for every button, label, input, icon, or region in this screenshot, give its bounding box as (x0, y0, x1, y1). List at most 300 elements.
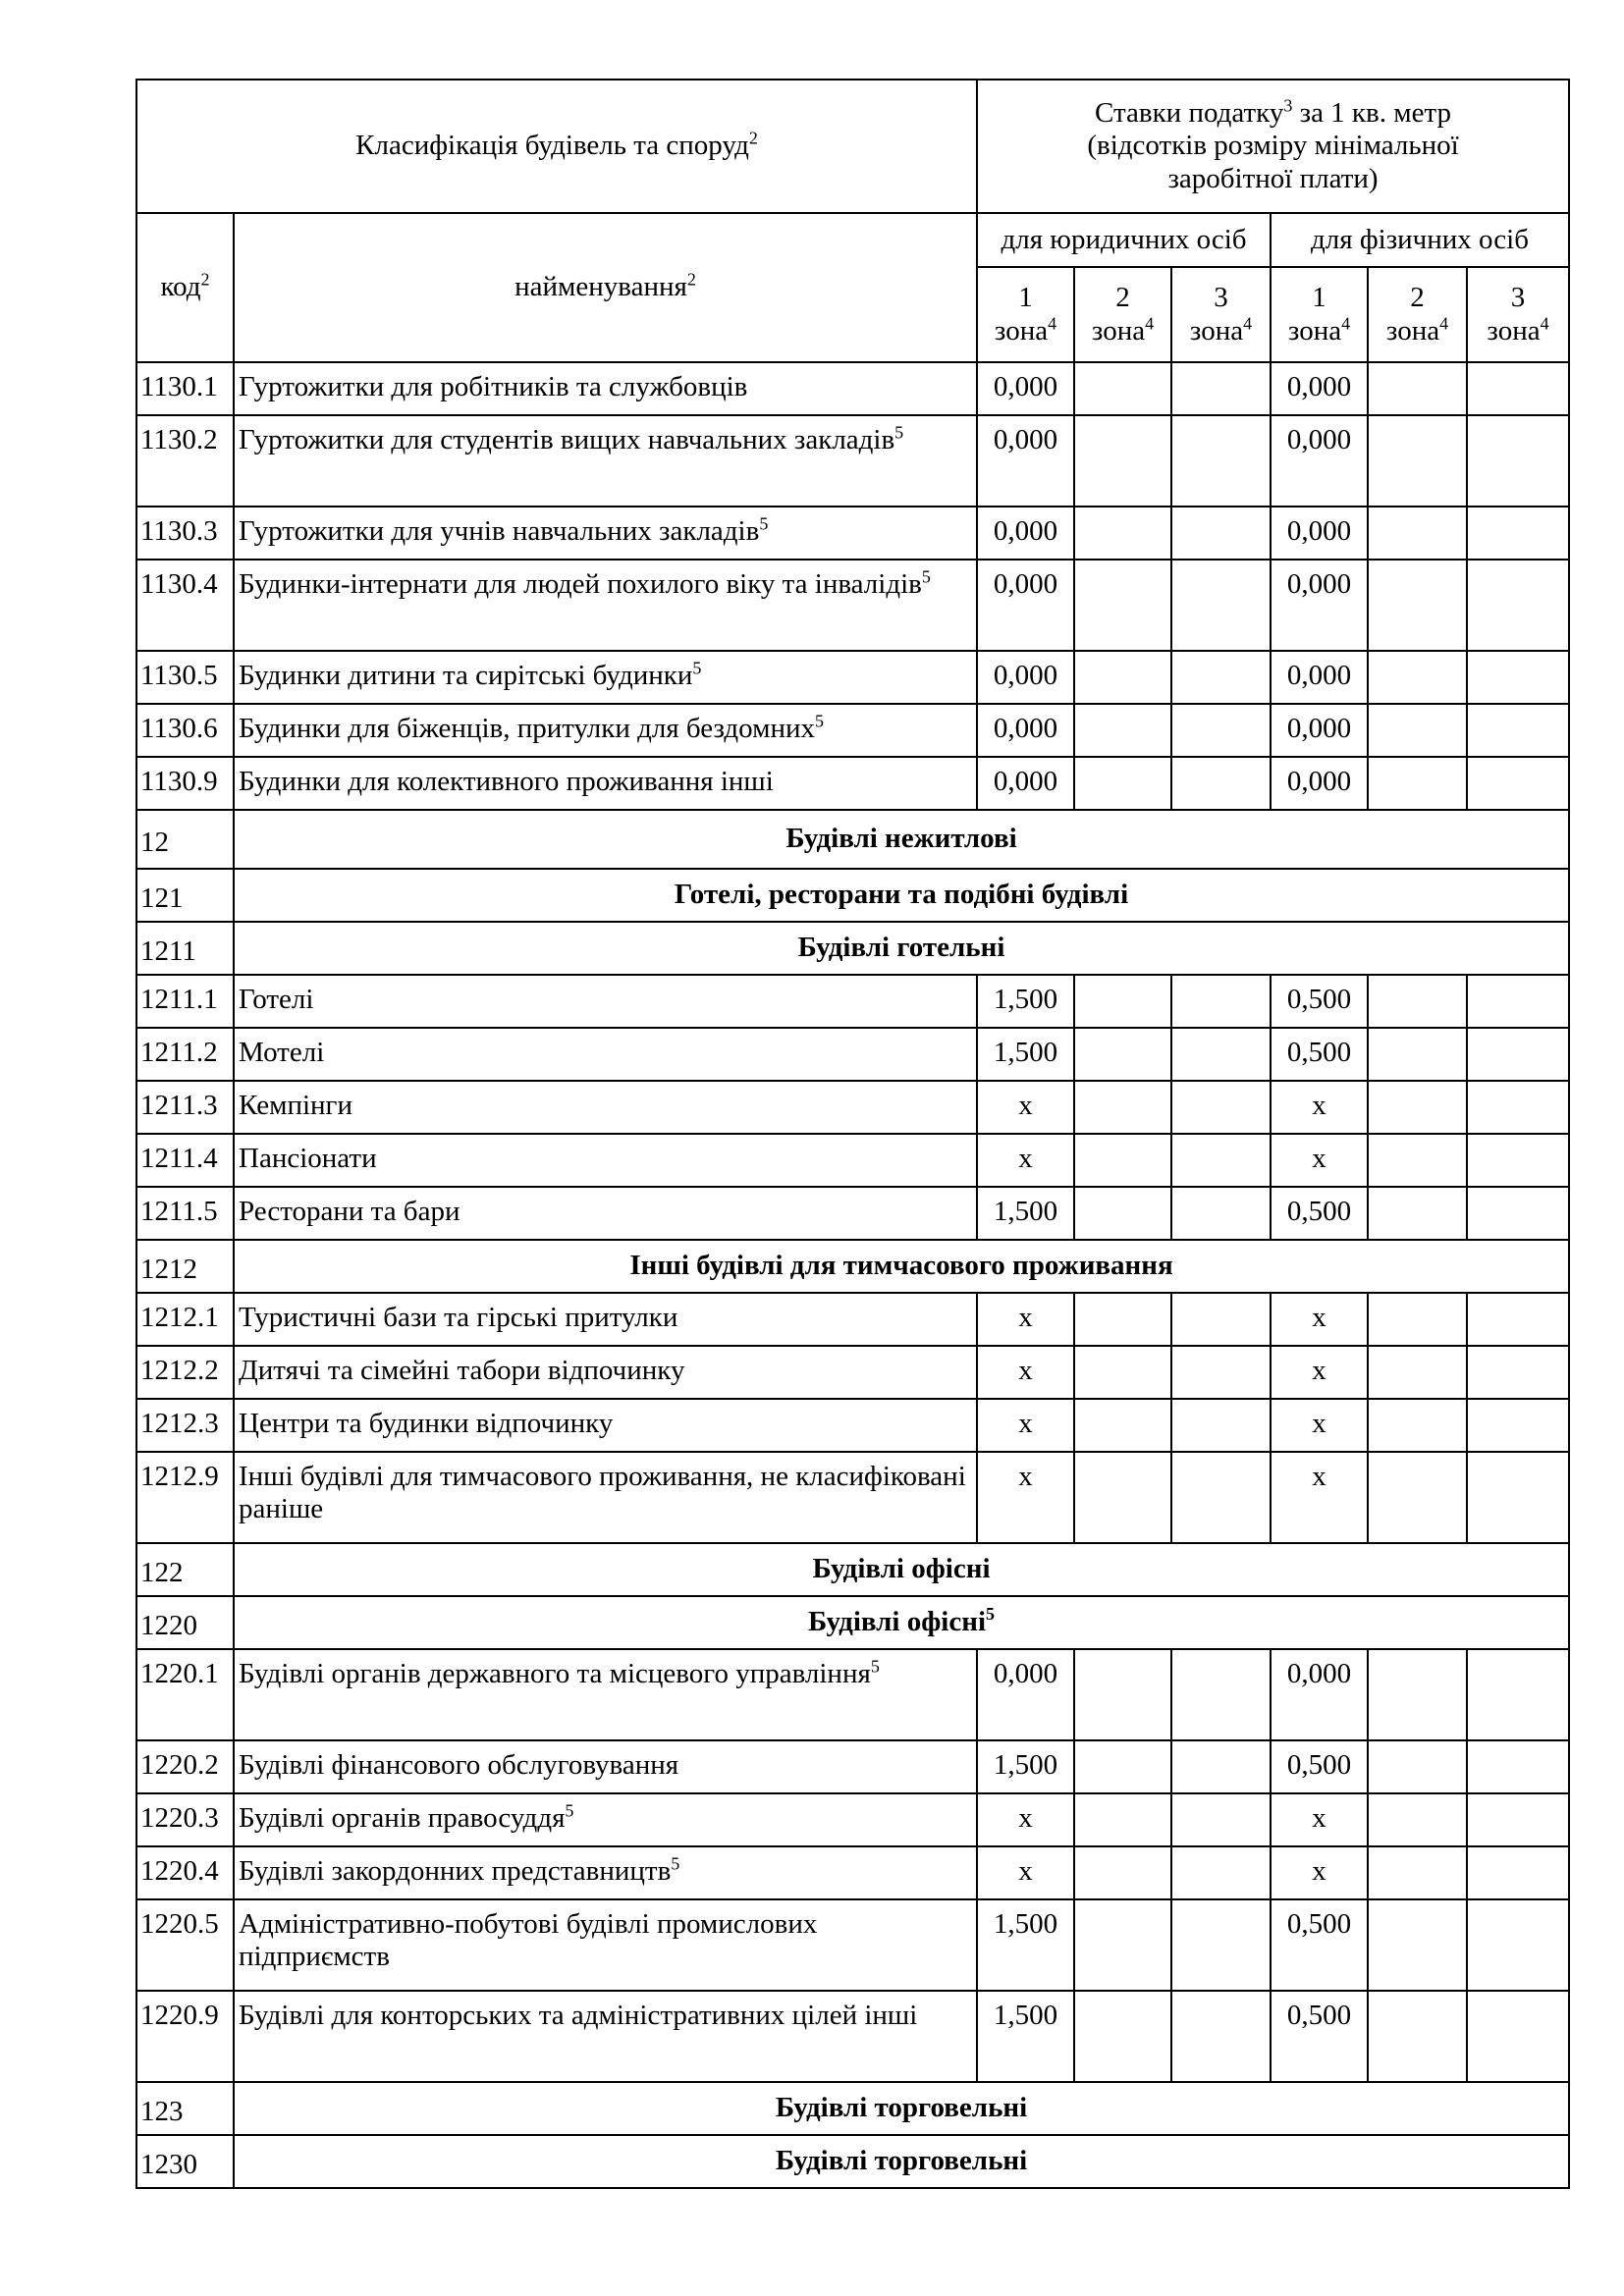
rate-physical-zone3 (1467, 1399, 1569, 1452)
table-row (136, 757, 1569, 810)
row-code: 1130.2 (136, 415, 234, 507)
row-footnote: 5 (692, 658, 702, 678)
table-row (136, 1899, 1569, 1991)
section-title (234, 1543, 1569, 1596)
rate-physical-zone1: 0,000 (1271, 560, 1368, 651)
rate-physical-zone2 (1368, 1649, 1467, 1740)
rate-physical-zone1: х (1271, 1399, 1368, 1452)
row-name (234, 1081, 977, 1134)
rates-title: Ставки податку (1095, 96, 1284, 129)
rate-physical-zone3 (1467, 651, 1569, 704)
rate-physical-zone2 (1368, 1293, 1467, 1346)
rate-physical-zone1: 0,000 (1271, 415, 1368, 507)
rate-physical-zone1: х (1271, 1452, 1368, 1543)
table-row (136, 362, 1569, 415)
rate-legal-zone1: 0,000 (977, 560, 1074, 651)
row-code: 1230 (136, 2135, 234, 2188)
rate-physical-zone1: х (1271, 1293, 1368, 1346)
table-row (136, 415, 1569, 507)
rate-physical-zone3 (1467, 560, 1569, 651)
section-title (234, 1596, 1569, 1649)
row-name-text: Будинки-інтернати для людей похилого віку та інвалідів (239, 568, 922, 600)
row-code: 1212.1 (136, 1293, 234, 1346)
row-name-text: Інші будівлі для тимчасового проживання, не класифіковані раніше (239, 1461, 966, 1525)
rate-physical-zone2 (1368, 704, 1467, 757)
rate-legal-zone1: 1,500 (977, 1028, 1074, 1081)
rate-legal-zone3 (1171, 1899, 1271, 1991)
section-title (234, 2082, 1569, 2135)
row-name (234, 1899, 977, 1991)
rate-physical-zone3 (1467, 415, 1569, 507)
rate-legal-zone1: 0,000 (977, 704, 1074, 757)
section-title-text: Будівлі офісні (808, 1606, 986, 1638)
name-label: найменування (514, 271, 687, 303)
row-name (234, 1028, 977, 1081)
zone-footnote: 4 (1439, 312, 1449, 333)
rate-physical-zone1: 0,500 (1271, 1899, 1368, 1991)
rate-physical-zone1: 0,500 (1271, 1028, 1368, 1081)
rate-legal-zone3 (1171, 1399, 1271, 1452)
rate-legal-zone2 (1074, 757, 1171, 810)
row-name (234, 507, 977, 560)
row-code: 1211 (136, 922, 234, 975)
table-row (136, 1793, 1569, 1846)
rate-physical-zone2 (1368, 651, 1467, 704)
row-name-text: Будівлі органів правосуддя (239, 1802, 566, 1834)
rate-physical-zone1: 0,000 (1271, 704, 1368, 757)
zone-footnote: 4 (1243, 312, 1253, 333)
table-row (136, 651, 1569, 704)
physical-persons-header: для фізичних осіб (1271, 213, 1569, 267)
section-row (136, 2135, 1569, 2188)
rate-physical-zone3 (1467, 1991, 1569, 2082)
rate-physical-zone2 (1368, 1346, 1467, 1399)
row-name (234, 975, 977, 1028)
rate-physical-zone2 (1368, 1899, 1467, 1991)
row-code: 122 (136, 1543, 234, 1596)
rate-physical-zone2 (1368, 507, 1467, 560)
rate-legal-zone1: 0,000 (977, 507, 1074, 560)
row-footnote: 5 (671, 1853, 680, 1874)
rate-physical-zone3 (1467, 1346, 1569, 1399)
row-code: 123 (136, 2082, 234, 2135)
rate-legal-zone3 (1171, 1793, 1271, 1846)
table-row (136, 975, 1569, 1028)
row-name (234, 1134, 977, 1187)
row-footnote: 5 (565, 1800, 574, 1821)
row-name-text: Дитячі та сімейні табори відпочинку (239, 1355, 685, 1386)
zone-number: 1 (1312, 282, 1326, 314)
rate-physical-zone1: 0,000 (1271, 757, 1368, 810)
rate-legal-zone3 (1171, 1452, 1271, 1543)
rate-physical-zone3 (1467, 362, 1569, 415)
zone-number: 3 (1214, 282, 1228, 314)
rate-legal-zone2 (1074, 1081, 1171, 1134)
tax-rates-table (135, 79, 1570, 2189)
row-name-text: Будинки для колективного проживання інші (239, 766, 774, 797)
section-row (136, 1596, 1569, 1649)
row-name-text: Будівлі фінансового обслуговування (239, 1749, 679, 1781)
row-code: 121 (136, 869, 234, 922)
row-name (234, 1793, 977, 1846)
section-row (136, 922, 1569, 975)
row-code: 1130.5 (136, 651, 234, 704)
rate-physical-zone3 (1467, 507, 1569, 560)
rate-physical-zone1: 0,000 (1271, 651, 1368, 704)
rate-physical-zone2 (1368, 1028, 1467, 1081)
section-row (136, 869, 1569, 922)
rate-physical-zone2 (1368, 1134, 1467, 1187)
table-row (136, 1991, 1569, 2082)
rate-physical-zone1: х (1271, 1134, 1368, 1187)
zone-footnote: 4 (1145, 312, 1155, 333)
zone-number: 2 (1115, 282, 1130, 314)
rate-legal-zone3 (1171, 1134, 1271, 1187)
row-name-text: Будинки для біженців, притулки для бездомних (239, 713, 816, 744)
rate-physical-zone1: 0,000 (1271, 362, 1368, 415)
rate-legal-zone1: 1,500 (977, 1899, 1074, 1991)
row-code: 1220.3 (136, 1793, 234, 1846)
classification-title: Класифікація будівель та споруд (355, 130, 749, 162)
rate-legal-zone2 (1074, 1649, 1171, 1740)
rate-legal-zone1: 0,000 (977, 1649, 1074, 1740)
section-title (234, 810, 1569, 869)
row-code: 1211.4 (136, 1134, 234, 1187)
rate-physical-zone1: х (1271, 1793, 1368, 1846)
rate-physical-zone3 (1467, 975, 1569, 1028)
row-name (234, 651, 977, 704)
rate-legal-zone2 (1074, 507, 1171, 560)
zone-header (977, 267, 1074, 362)
rate-legal-zone1: 1,500 (977, 1740, 1074, 1793)
section-row (136, 810, 1569, 869)
rate-legal-zone3 (1171, 757, 1271, 810)
rate-physical-zone1: 0,500 (1271, 975, 1368, 1028)
section-title (234, 1240, 1569, 1293)
rate-physical-zone3 (1467, 1028, 1569, 1081)
section-title (234, 922, 1569, 975)
rate-legal-zone2 (1074, 1187, 1171, 1240)
rate-legal-zone3 (1171, 1846, 1271, 1899)
rate-legal-zone3 (1171, 1293, 1271, 1346)
rate-legal-zone1: х (977, 1846, 1074, 1899)
rate-legal-zone2 (1074, 1399, 1171, 1452)
section-title-text: Будівлі готельні (797, 932, 1005, 964)
rate-physical-zone2 (1368, 1081, 1467, 1134)
section-row (136, 1240, 1569, 1293)
zone-header (1271, 267, 1368, 362)
row-code: 1220.9 (136, 1991, 234, 2082)
row-code: 1220.5 (136, 1899, 234, 1991)
row-name (234, 757, 977, 810)
row-name (234, 362, 977, 415)
row-name-text: Кемпінги (239, 1090, 352, 1121)
rate-legal-zone1: х (977, 1452, 1074, 1543)
rate-physical-zone2 (1368, 1187, 1467, 1240)
rate-legal-zone3 (1171, 1649, 1271, 1740)
header-row-top (136, 80, 1569, 213)
row-code: 1130.3 (136, 507, 234, 560)
rates-footnote: 3 (1283, 95, 1293, 116)
row-name-text: Будівлі для конторських та адміністративних цілей інші (239, 2000, 918, 2031)
row-code: 1212.2 (136, 1346, 234, 1399)
section-row (136, 1543, 1569, 1596)
section-title-text: Будівлі офісні (812, 1553, 991, 1585)
rate-legal-zone2 (1074, 1793, 1171, 1846)
rate-physical-zone2 (1368, 1452, 1467, 1543)
rate-physical-zone2 (1368, 975, 1467, 1028)
table-row (136, 560, 1569, 651)
table-row (136, 507, 1569, 560)
rate-physical-zone2 (1368, 1793, 1467, 1846)
rate-legal-zone2 (1074, 1028, 1171, 1081)
row-name (234, 1846, 977, 1899)
row-name (234, 1740, 977, 1793)
rate-legal-zone2 (1074, 1991, 1171, 2082)
rate-physical-zone1: х (1271, 1081, 1368, 1134)
section-title-text: Будівлі торговельні (775, 2145, 1028, 2177)
rate-legal-zone2 (1074, 1846, 1171, 1899)
rate-physical-zone2 (1368, 362, 1467, 415)
zone-footnote: 4 (1540, 312, 1549, 333)
section-title (234, 869, 1569, 922)
zone-label: зона (1385, 314, 1440, 347)
row-code: 1211.3 (136, 1081, 234, 1134)
rate-legal-zone1: 0,000 (977, 651, 1074, 704)
rate-physical-zone3 (1467, 1293, 1569, 1346)
section-title-text: Готелі, ресторани та подібні будівлі (674, 879, 1129, 911)
rate-legal-zone2 (1074, 704, 1171, 757)
rates-subtitle-line2: (відсотків розміру мінімальної (1087, 130, 1459, 162)
rate-legal-zone2 (1074, 1899, 1171, 1991)
name-footnote: 2 (686, 269, 696, 290)
rate-legal-zone2 (1074, 560, 1171, 651)
table-row (136, 1081, 1569, 1134)
rate-legal-zone2 (1074, 415, 1171, 507)
rate-legal-zone3 (1171, 1346, 1271, 1399)
row-name (234, 1399, 977, 1452)
zone-header (1467, 267, 1569, 362)
rate-legal-zone1: 1,500 (977, 975, 1074, 1028)
rate-legal-zone3 (1171, 415, 1271, 507)
rate-physical-zone3 (1467, 1649, 1569, 1740)
row-name-text: Гуртожитки для робітників та службовців (239, 371, 748, 402)
rate-legal-zone3 (1171, 975, 1271, 1028)
rate-legal-zone2 (1074, 1346, 1171, 1399)
row-footnote: 5 (921, 566, 931, 587)
section-title-text: Інші будівлі для тимчасового проживання (629, 1250, 1173, 1282)
rate-legal-zone1: х (977, 1293, 1074, 1346)
row-code: 1220.1 (136, 1649, 234, 1740)
section-row (136, 2082, 1569, 2135)
row-name-text: Готелі (239, 984, 314, 1015)
rate-legal-zone3 (1171, 1740, 1271, 1793)
rate-physical-zone1: 0,000 (1271, 1649, 1368, 1740)
zone-header (1368, 267, 1467, 362)
row-name-text: Адміністративно-побутові будівлі промислових підприємств (239, 1908, 818, 1973)
row-name-text: Будівлі закордонних представництв (239, 1855, 672, 1887)
rate-legal-zone3 (1171, 704, 1271, 757)
row-code: 1130.4 (136, 560, 234, 651)
zone-header (1074, 267, 1171, 362)
row-name-text: Будинки дитини та сирітські будинки (239, 660, 693, 691)
row-name (234, 1346, 977, 1399)
rate-physical-zone3 (1467, 1899, 1569, 1991)
row-name (234, 1452, 977, 1543)
rate-legal-zone1: х (977, 1793, 1074, 1846)
section-title-text: Будівлі нежитлові (785, 823, 1017, 855)
rate-physical-zone2 (1368, 1846, 1467, 1899)
zone-label: зона (1091, 314, 1146, 347)
row-name-text: Ресторани та бари (239, 1196, 460, 1227)
rate-legal-zone3 (1171, 1081, 1271, 1134)
rate-physical-zone3 (1467, 1740, 1569, 1793)
rate-physical-zone2 (1368, 1740, 1467, 1793)
rate-legal-zone2 (1074, 1452, 1171, 1543)
rate-legal-zone1: 1,500 (977, 1187, 1074, 1240)
rate-legal-zone1: 1,500 (977, 1991, 1074, 2082)
table-row (136, 1399, 1569, 1452)
rate-legal-zone3 (1171, 362, 1271, 415)
table-row (136, 1740, 1569, 1793)
legal-persons-header: для юридичних осіб (977, 213, 1271, 267)
rate-physical-zone1: х (1271, 1346, 1368, 1399)
rate-legal-zone1: 0,000 (977, 415, 1074, 507)
row-code: 1130.9 (136, 757, 234, 810)
rate-physical-zone3 (1467, 757, 1569, 810)
rate-legal-zone1: х (977, 1081, 1074, 1134)
row-code: 1211.2 (136, 1028, 234, 1081)
name-header (234, 213, 977, 362)
row-code: 1212 (136, 1240, 234, 1293)
row-code: 1130.6 (136, 704, 234, 757)
rate-physical-zone3 (1467, 1134, 1569, 1187)
table-row (136, 1649, 1569, 1740)
rate-physical-zone1: 0,500 (1271, 1740, 1368, 1793)
rate-physical-zone2 (1368, 757, 1467, 810)
table-row (136, 1293, 1569, 1346)
row-name (234, 560, 977, 651)
rate-legal-zone3 (1171, 560, 1271, 651)
rate-physical-zone3 (1467, 1793, 1569, 1846)
section-title-text: Будівлі торговельні (775, 2092, 1028, 2124)
row-code: 1212.3 (136, 1399, 234, 1452)
row-footnote: 5 (894, 422, 904, 443)
row-code: 1212.9 (136, 1452, 234, 1543)
row-name (234, 1649, 977, 1740)
code-label: код (160, 271, 201, 303)
rate-legal-zone2 (1074, 1134, 1171, 1187)
rates-header (977, 80, 1569, 213)
section-footnote: 5 (986, 1604, 995, 1625)
row-code: 12 (136, 810, 234, 869)
row-name-text: Будівлі органів державного та місцевого управління (239, 1658, 871, 1689)
rate-physical-zone3 (1467, 1846, 1569, 1899)
row-code: 1220 (136, 1596, 234, 1649)
rate-legal-zone1: 0,000 (977, 362, 1074, 415)
row-code: 1220.2 (136, 1740, 234, 1793)
rate-physical-zone3 (1467, 1081, 1569, 1134)
zone-footnote: 4 (1048, 312, 1057, 333)
table-row (136, 1028, 1569, 1081)
row-code: 1130.1 (136, 362, 234, 415)
row-name-text: Пансіонати (239, 1143, 377, 1174)
rate-physical-zone2 (1368, 1991, 1467, 2082)
row-footnote: 5 (870, 1656, 880, 1677)
row-code: 1211.5 (136, 1187, 234, 1240)
row-name (234, 415, 977, 507)
rates-subtitle-line3: заробітної плати) (1167, 162, 1379, 194)
row-name-text: Гуртожитки для студентів вищих навчальних закладів (239, 424, 895, 455)
rate-physical-zone2 (1368, 560, 1467, 651)
rate-physical-zone1: х (1271, 1846, 1368, 1899)
rate-legal-zone2 (1074, 651, 1171, 704)
table-row (136, 1346, 1569, 1399)
classification-header (136, 80, 977, 213)
rate-legal-zone1: 0,000 (977, 757, 1074, 810)
rate-legal-zone3 (1171, 1187, 1271, 1240)
rate-legal-zone1: х (977, 1134, 1074, 1187)
table-row (136, 1134, 1569, 1187)
row-name-text: Гуртожитки для учнів навчальних закладів (239, 515, 760, 547)
header-row-middle (136, 213, 1569, 267)
rate-legal-zone3 (1171, 1991, 1271, 2082)
classification-footnote: 2 (748, 128, 758, 148)
code-footnote: 2 (200, 269, 210, 290)
rate-physical-zone2 (1368, 1399, 1467, 1452)
row-name-text: Туристичні бази та гірські притулки (239, 1302, 678, 1333)
table-row (136, 1187, 1569, 1240)
table-row (136, 1846, 1569, 1899)
rate-legal-zone3 (1171, 507, 1271, 560)
rate-physical-zone1: 0,500 (1271, 1187, 1368, 1240)
section-title (234, 2135, 1569, 2188)
table-row (136, 704, 1569, 757)
rate-physical-zone2 (1368, 415, 1467, 507)
zone-number: 2 (1410, 282, 1425, 314)
rate-legal-zone2 (1074, 975, 1171, 1028)
rates-title-end: за 1 кв. метр (1292, 96, 1451, 129)
rate-legal-zone2 (1074, 1740, 1171, 1793)
zone-footnote: 4 (1341, 312, 1351, 333)
rate-legal-zone3 (1171, 1028, 1271, 1081)
row-name-text: Мотелі (239, 1037, 325, 1068)
row-name (234, 1293, 977, 1346)
row-code: 1211.1 (136, 975, 234, 1028)
rate-legal-zone1: х (977, 1346, 1074, 1399)
zone-number: 3 (1510, 282, 1526, 314)
rate-physical-zone1: 0,000 (1271, 507, 1368, 560)
rate-legal-zone2 (1074, 362, 1171, 415)
code-header (136, 213, 234, 362)
rate-legal-zone1: х (977, 1399, 1074, 1452)
rate-legal-zone3 (1171, 651, 1271, 704)
zone-label: зона (1487, 314, 1541, 347)
rate-physical-zone1: 0,500 (1271, 1991, 1368, 2082)
row-footnote: 5 (759, 513, 769, 534)
rate-legal-zone2 (1074, 1293, 1171, 1346)
rate-physical-zone3 (1467, 1452, 1569, 1543)
row-name (234, 1991, 977, 2082)
zone-header (1171, 267, 1271, 362)
rate-physical-zone3 (1467, 704, 1569, 757)
row-code: 1220.4 (136, 1846, 234, 1899)
zone-number: 1 (1018, 282, 1033, 314)
zone-label: зона (1189, 314, 1244, 347)
rate-physical-zone3 (1467, 1187, 1569, 1240)
row-name (234, 704, 977, 757)
zone-label: зона (994, 314, 1049, 347)
